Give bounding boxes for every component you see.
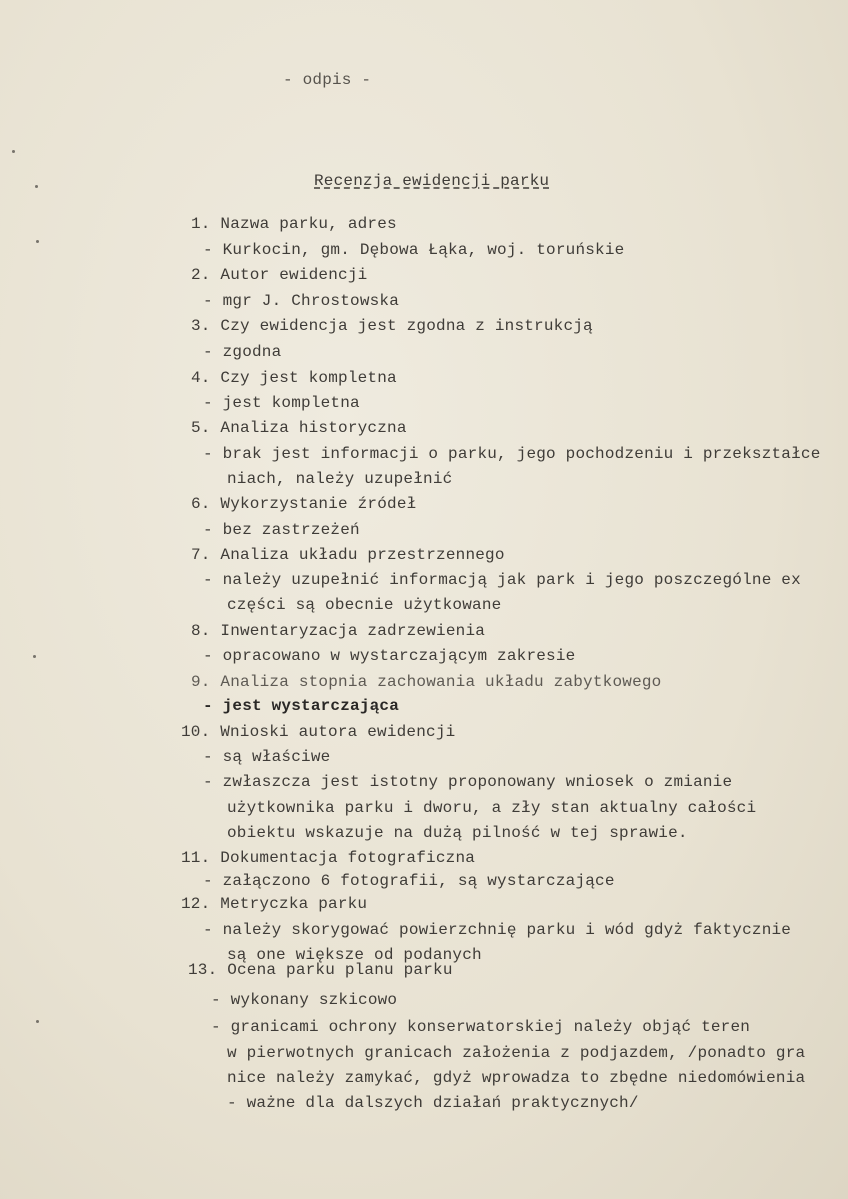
- item-11-answer: - załączono 6 fotografii, są wystarczające: [203, 872, 615, 890]
- margin-speck: [36, 1020, 39, 1023]
- item-1-answer: - Kurkocin, gm. Dębowa Łąka, woj. toruńskie: [203, 241, 625, 259]
- item-11-question: 11. Dokumentacja fotograficzna: [181, 849, 476, 867]
- item-13-answer-2-cont-2: nice należy zamykać, gdyż wprowadza to zbędne niedomówienia: [227, 1069, 806, 1087]
- item-5-answer: - brak jest informacji o parku, jego pochodzeniu i przekształce: [203, 445, 821, 463]
- margin-speck: [12, 150, 15, 153]
- item-10-answer-2-cont-2: obiektu wskazuje na dużą pilność w tej sprawie.: [227, 824, 688, 842]
- item-12-answer: - należy skorygować powierzchnię parku i wód gdyż faktycznie: [203, 921, 792, 939]
- item-9-answer: - jest wystarczająca: [203, 697, 400, 715]
- item-13-answer-2-cont-3: - ważne dla dalszych działań praktycznych/: [227, 1094, 639, 1112]
- item-10-answer-2: - zwłaszcza jest istotny proponowany wniosek o zmianie: [203, 773, 733, 791]
- item-4-question: 4. Czy jest kompletna: [191, 369, 397, 387]
- item-8-answer: - opracowano w wystarczającym zakresie: [203, 647, 576, 665]
- item-13-answer-2: - granicami ochrony konserwatorskiej należy objąć teren: [211, 1018, 751, 1036]
- item-13-answer-2-cont-1: w pierwotnych granicach założenia z podjazdem, /ponadto gra: [227, 1044, 806, 1062]
- item-8-question: 8. Inwentaryzacja zadrzewienia: [191, 622, 486, 640]
- item-12-answer-cont: są one większe od podanych: [227, 946, 482, 964]
- item-6-question: 6. Wykorzystanie źródeł: [191, 495, 417, 513]
- item-10-answer-2-cont-1: użytkownika parku i dworu, a zły stan aktualny całości: [227, 799, 757, 817]
- document-header: - odpis -: [283, 71, 372, 89]
- item-6-answer: - bez zastrzeżeń: [203, 521, 360, 539]
- item-1-question: 1. Nazwa parku, adres: [191, 215, 397, 233]
- item-13-question: 13. Ocena parku planu parku: [188, 961, 453, 979]
- item-10-question: 10. Wnioski autora ewidencji: [181, 723, 456, 741]
- item-7-question: 7. Analiza układu przestrzennego: [191, 546, 505, 564]
- item-3-answer: - zgodna: [203, 343, 282, 361]
- item-9-question: 9. Analiza stopnia zachowania układu zabytkowego: [191, 673, 662, 691]
- item-3-question: 3. Czy ewidencja jest zgodna z instrukcją: [191, 317, 593, 335]
- margin-speck: [33, 655, 36, 658]
- margin-speck: [35, 185, 38, 188]
- item-12-question: 12. Metryczka parku: [181, 895, 368, 913]
- item-2-answer: - mgr J. Chrostowska: [203, 292, 400, 310]
- document-title: Recenzja ewidencji parku: [314, 172, 550, 190]
- item-7-answer: - należy uzupełnić informacją jak park i jego poszczególne ex: [203, 571, 801, 589]
- item-13-answer-1: - wykonany szkicowo: [211, 991, 398, 1009]
- item-2-question: 2. Autor ewidencji: [191, 266, 368, 284]
- margin-speck: [36, 240, 39, 243]
- item-5-answer-cont: niach, należy uzupełnić: [227, 470, 453, 488]
- item-7-answer-cont: części są obecnie użytkowane: [227, 596, 502, 614]
- item-10-answer-1: - są właściwe: [203, 748, 331, 766]
- item-4-answer: - jest kompletna: [203, 394, 360, 412]
- item-5-question: 5. Analiza historyczna: [191, 419, 407, 437]
